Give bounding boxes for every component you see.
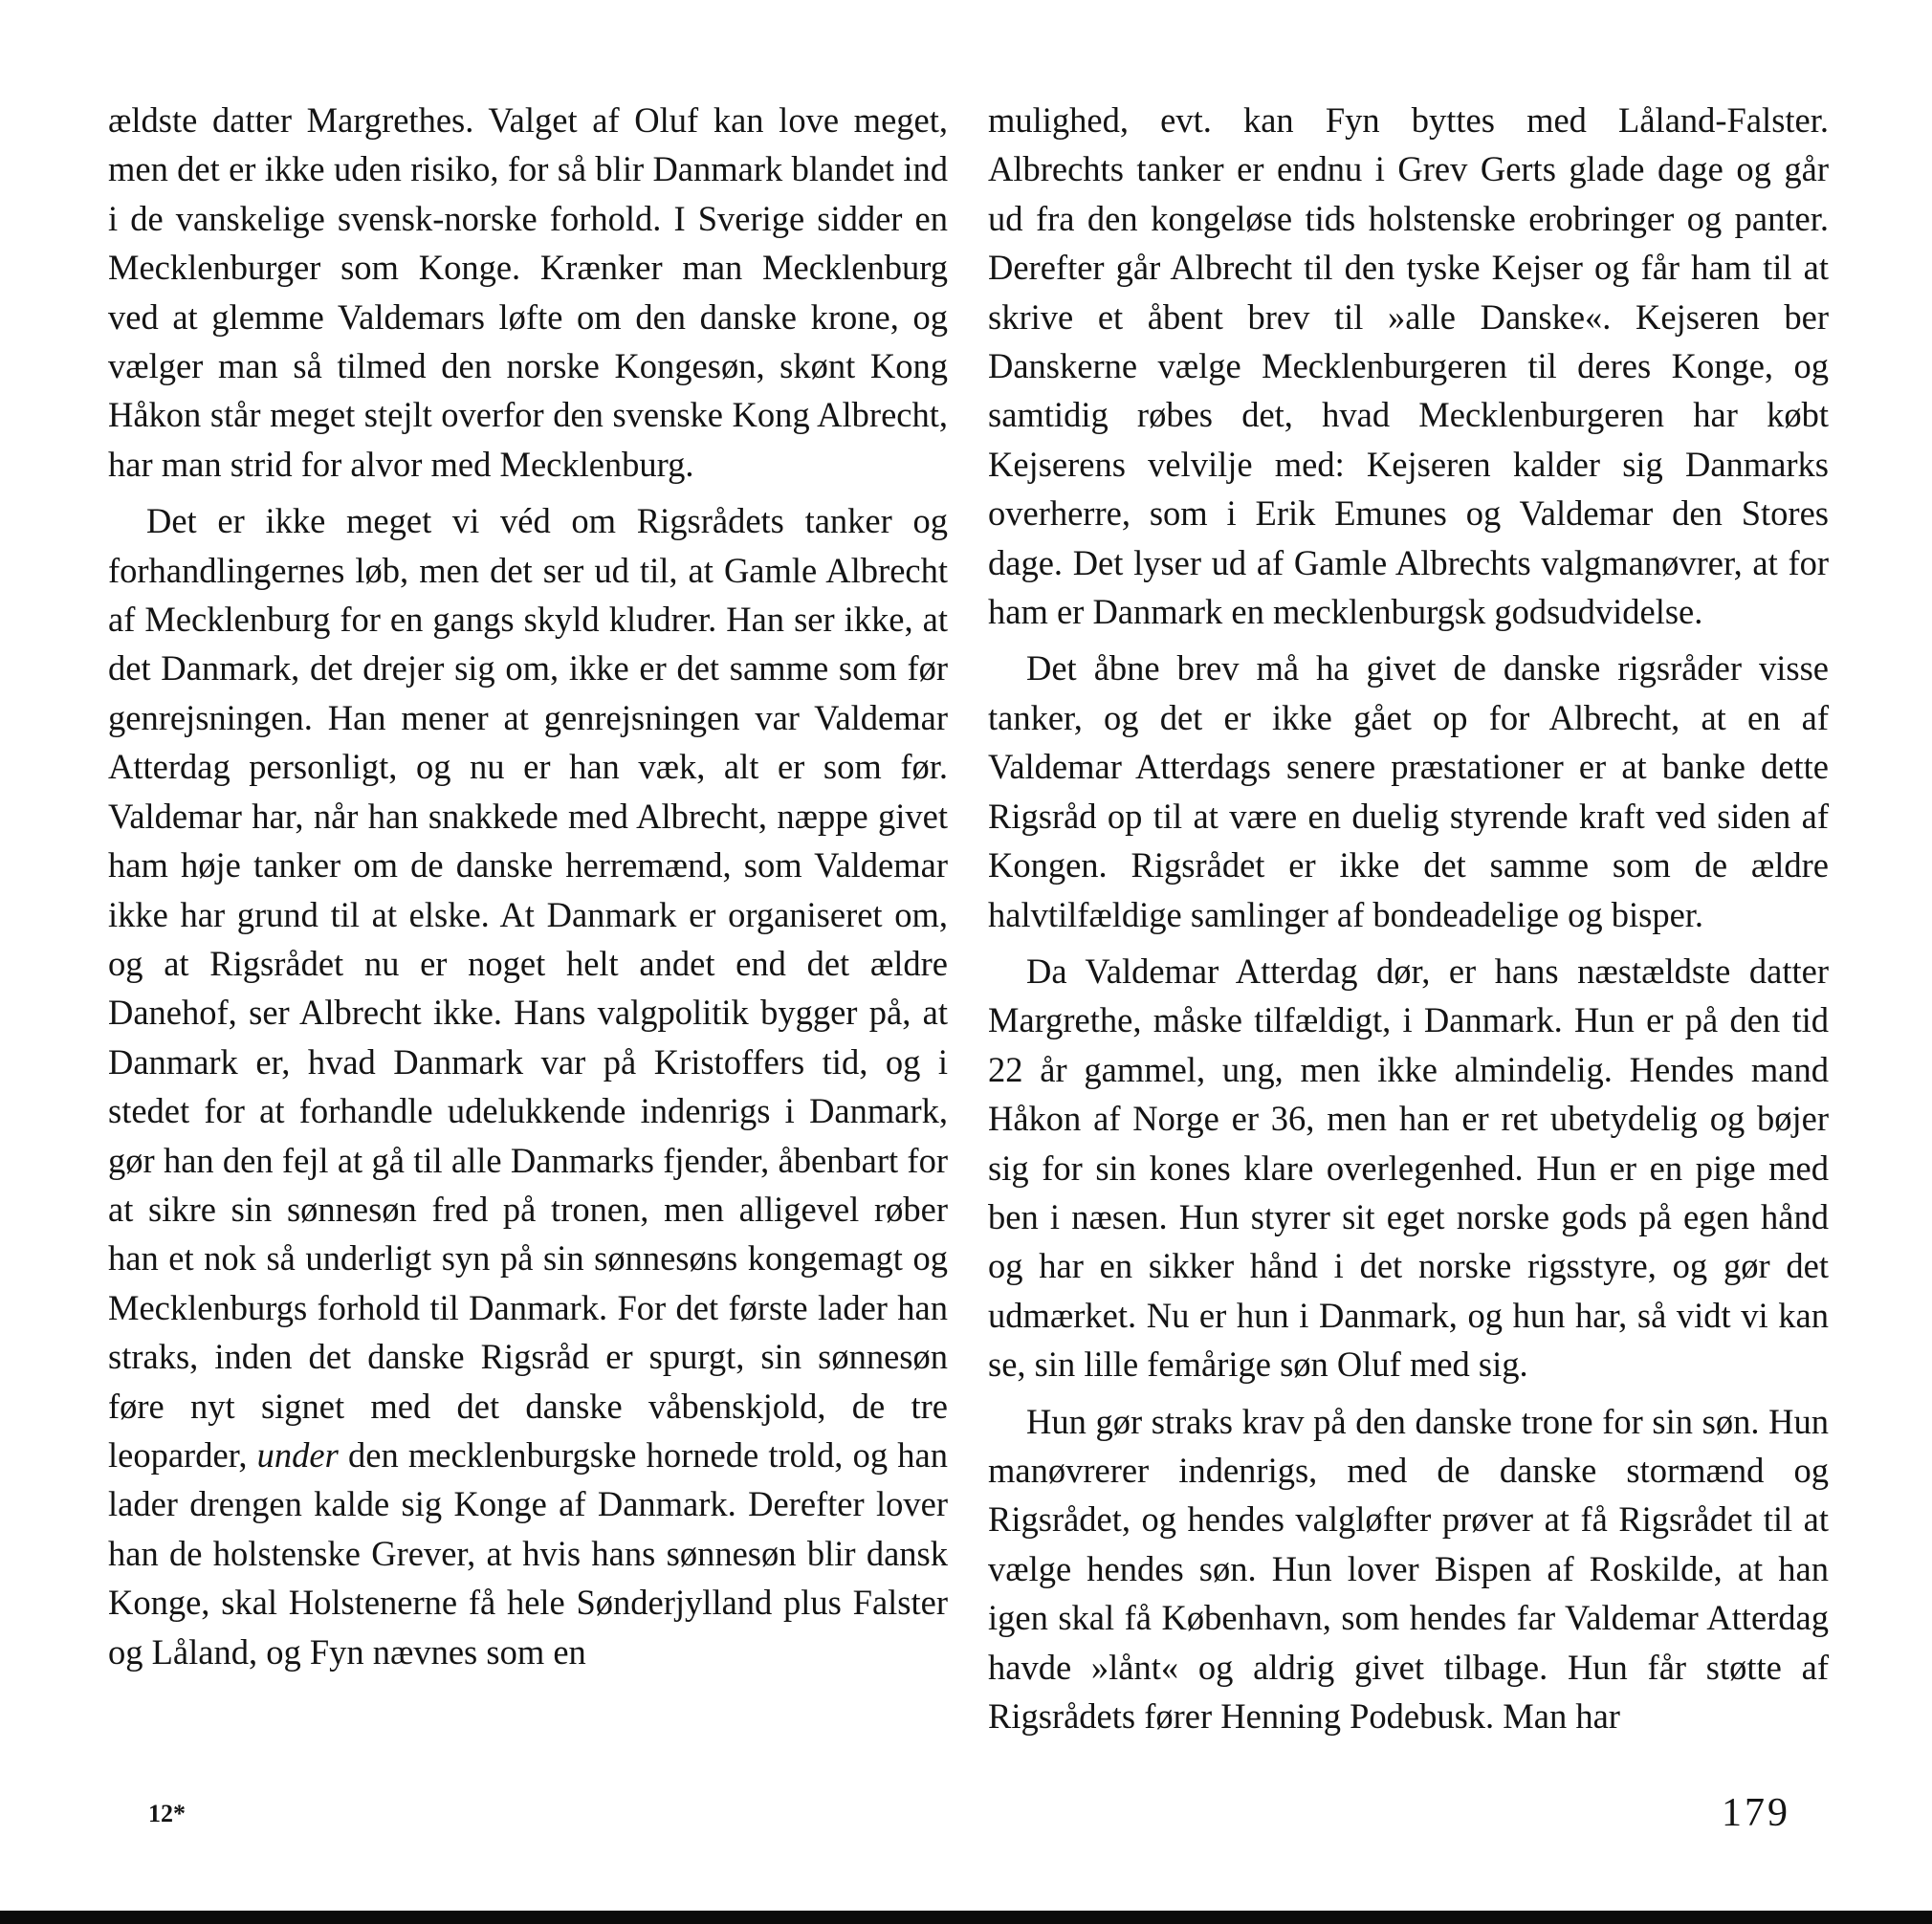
paragraph [108, 496, 948, 1676]
signature-mark: 12* [148, 1800, 186, 1827]
paragraph-text: Det er ikke meget vi véd om Rigsrådets tanker og forhandlingernes løb, men det ser ud til, at Gamle Albrecht af Mecklenburg for en gangs skyld kludrer. Han ser ikke, at det Danmark, det drejer sig om, ikke er det samme som før genrejsningen. Han mener at genrejsningen var Valdemar Atterdag personligt, og nu er han væk, alt er som før. Valdemar har, når han snakkede med Albrecht, næppe givet ham høje tanker om de danske herremænd, som Valdemar ikke har grund til at elske. At Danmark er organiseret om, og at Rigsrådet nu er noget helt andet end det ældre Danehof, ser Albrecht ikke. Hans valgpolitik bygger på, at Danmark er, hvad Danmark var på Kristoffers tid, og i stedet for at forhandle udelukkende indenrigs i Danmark, gør han den fejl at gå til alle Danmarks fjender, åbenbart for at sikre sin sønnesøn fred på tronen, men alligevel røber han et nok så underligt syn på sin sønnesøns kongemagt og Mecklenburgs forhold til Danmark. For det første lader han straks, inden det danske Rigsråd er spurgt, sin sønnesøn føre nyt signet med det danske våbenskjold, de tre leoparder, [108, 501, 948, 1475]
emphasis-text: under [256, 1434, 339, 1475]
page-number: 179 [1722, 1791, 1790, 1835]
left-text-column [108, 96, 948, 1676]
scan-edge-bar [0, 1911, 1932, 1924]
paragraph: Hun gør straks krav på den danske trone for sin søn. Hun manøvrerer indenrigs, med de danske stormænd og Rigsrådet, og hendes valgløfter prøver at få Rigsrådet til at vælge hendes søn. Hun lover Bispen af Roskilde, at han igen skal få København, som hendes far Valdemar Atterdag havde »lånt« og aldrig givet tilbage. Hun får støtte af Rigsrådets fører Henning Podebusk. Man har [988, 1401, 1829, 1736]
paragraph-text: den mecklenburgske hornede trold, og han lader drengen kalde sig Konge af Danmark. Derefter lover han de holstenske Grever, at hvis hans sønnesøn blir dansk Konge, skal Holstenerne få hele Sønderjylland plus Falster og Låland, og Fyn nævnes som en [108, 1434, 948, 1672]
paragraph: Da Valdemar Atterdag dør, er hans næstældste datter Margrethe, måske tilfældigt, i Danmark. Hun er på den tid 22 år gammel, ung, men ikke almindelig. Hendes mand Håkon af Norge er 36, men han er ret ubetydelig og bøjer sig for sin kones klare overlegenhed. Hun er en pige med ben i næsen. Hun styrer sit eget norske gods på egen hånd og har en sikker hånd i det norske rigsstyre, og gør det udmærket. Nu er hun i Danmark, og hun har, så vidt vi kan se, sin lille femårige søn Oluf med sig. [988, 951, 1829, 1385]
paragraph: Det åbne brev må ha givet de danske rigsråder visse tanker, og det er ikke gået op for Albrecht, at en af Valdemar Atterdags senere præstationer er at banke dette Rigsråd op til at være en duelig styrende kraft ved siden af Kongen. Rigsrådet er ikke det samme som de ældre halvtilfældige samlinger af bondeadelige og bisper. [988, 648, 1829, 934]
paragraph: mulighed, evt. kan Fyn byttes med Låland-Falster. Albrechts tanker er endnu i Grev Gerts glade dage og går ud fra den kongeløse tids holstenske erobringer og panter. Derefter går Albrecht til den tyske Kejser og får ham til at skrive et åbent brev til »alle Danske«. Kejseren ber Danskerne vælge Mecklenburgeren til deres Konge, og samtidig røbes det, hvad Mecklenburgeren har købt Kejserens velvilje med: Kejseren kalder sig Danmarks overherre, som i Erik Emunes og Valdemar den Stores dage. Det lyser ud af Gamle Albrechts valgmanøvrer, at for ham er Danmark en mecklenburgsk godsudvidelse. [988, 100, 1829, 632]
paragraph: ældste datter Margrethes. Valget af Oluf kan love meget, men det er ikke uden risiko, for så blir Danmark blandet ind i de vanskelige svensk-norske forhold. I Sverige sidder en Mecklenburger som Konge. Krænker man Mecklenburg ved at glemme Valdemars løfte om den danske krone, og vælger man så tilmed den norske Kongesøn, skønt Kong Håkon står meget stejlt overfor den svenske Kong Albrecht, har man strid for alvor med Mecklenburg. [108, 100, 948, 484]
right-text-column [988, 96, 1829, 1740]
